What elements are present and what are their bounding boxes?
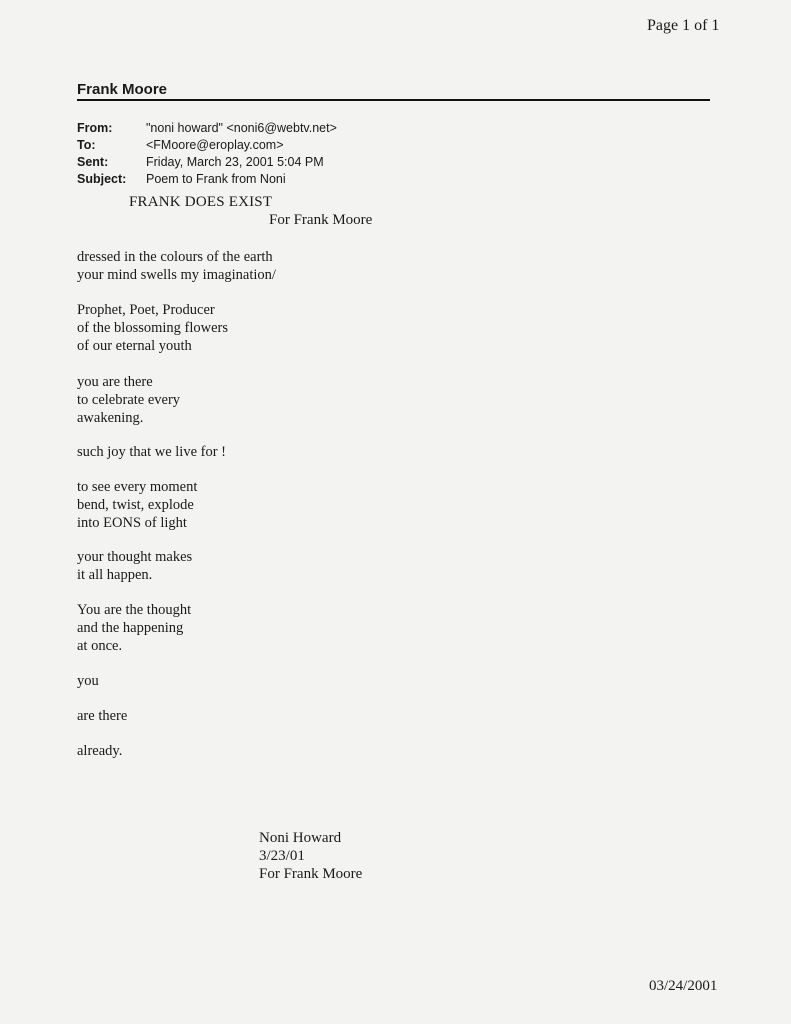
from-value: "noni howard" <noni6@webtv.net> [146, 121, 337, 135]
poem-line: you are there [77, 374, 153, 390]
poem-line: to celebrate every [77, 392, 181, 408]
header-divider [77, 99, 710, 101]
sender-name: Frank Moore [77, 81, 168, 98]
subject-label: Subject: [77, 172, 127, 186]
poem-line: already. [77, 743, 123, 759]
poem-line: and the happening [77, 620, 184, 636]
poem-stanza [77, 672, 99, 690]
poem-stanza [77, 301, 228, 355]
poem-stanza [77, 373, 180, 427]
signature-block [259, 829, 362, 883]
poem-line: dressed in the colours of the earth [77, 249, 273, 265]
poem-line: awakening. [77, 410, 144, 426]
sent-value: Friday, March 23, 2001 5:04 PM [146, 155, 324, 169]
poem-line: are there [77, 708, 128, 724]
poem-line: Prophet, Poet, Producer [77, 302, 215, 318]
poem-dedication: For Frank Moore [269, 212, 373, 228]
poem-line: of the blossoming flowers [77, 320, 229, 336]
signature-date: 3/23/01 [259, 848, 305, 864]
poem-stanza [77, 443, 226, 461]
poem-line: at once. [77, 638, 123, 654]
poem-line: into EONS of light [77, 515, 187, 531]
poem-line: such joy that we live for ! [77, 444, 226, 460]
subject-value: Poem to Frank from Noni [146, 172, 286, 186]
poem-stanza [77, 248, 276, 284]
poem-stanza [77, 478, 197, 532]
from-label: From: [77, 121, 113, 135]
poem-stanza [77, 601, 191, 655]
poem-line: to see every moment [77, 479, 198, 495]
footer-date: 03/24/2001 [649, 978, 718, 994]
poem-line: of our eternal youth [77, 338, 192, 354]
poem-stanza [77, 548, 192, 584]
poem-stanza [77, 742, 122, 760]
poem-line: bend, twist, explode [77, 497, 194, 513]
poem-line: your thought makes [77, 549, 193, 565]
page-number: Page 1 of 1 [647, 17, 720, 34]
poem-line: You are the thought [77, 602, 192, 618]
signature-name: Noni Howard [259, 830, 342, 846]
poem-title: FRANK DOES EXIST [129, 194, 273, 210]
poem-line: you [77, 673, 99, 689]
poem-line: your mind swells my imagination/ [77, 267, 276, 283]
poem-line: it all happen. [77, 567, 153, 583]
signature-dedication: For Frank Moore [259, 866, 363, 882]
to-value: <FMoore@eroplay.com> [146, 138, 284, 152]
sent-label: Sent: [77, 155, 109, 169]
to-label: To: [77, 138, 96, 152]
poem-stanza [77, 707, 127, 725]
